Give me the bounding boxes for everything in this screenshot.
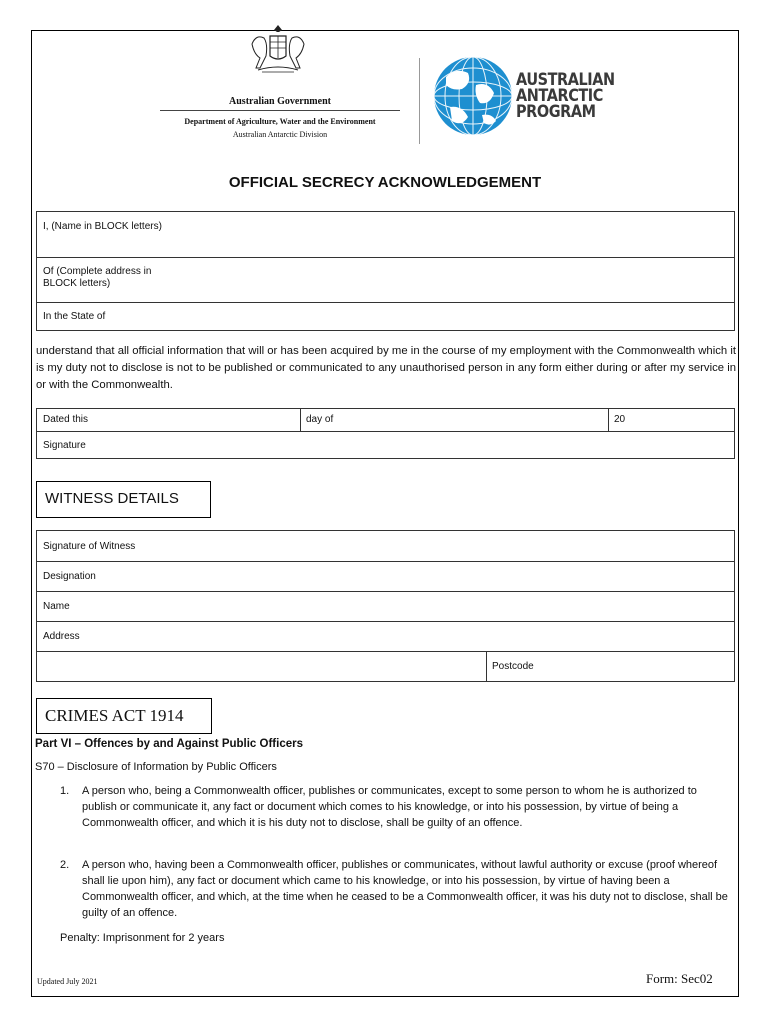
form-number: Form: Sec02 bbox=[646, 971, 713, 986]
address-field-label: Of (Complete address in BLOCK letters) bbox=[43, 266, 152, 289]
dated-this-label: Dated this bbox=[43, 414, 89, 425]
witness-details-heading: WITNESS DETAILS bbox=[45, 490, 179, 507]
logo-divider bbox=[419, 58, 420, 144]
updated-date: Updated July 2021 bbox=[37, 977, 98, 986]
form-title: OFFICIAL SECRECY ACKNOWLEDGEMENT bbox=[228, 174, 542, 191]
header-divider bbox=[160, 110, 400, 111]
penalty-text: Penalty: Imprisonment for 2 years bbox=[60, 932, 225, 944]
witness-name-label: Name bbox=[43, 601, 70, 612]
witness-address-field[interactable] bbox=[37, 621, 734, 652]
signature-label: Signature bbox=[43, 440, 86, 451]
dated-this-field[interactable] bbox=[37, 409, 301, 432]
state-field[interactable] bbox=[37, 302, 734, 330]
program-line-1: AUSTRALIAN bbox=[516, 70, 615, 90]
witness-address-label: Address bbox=[43, 631, 80, 642]
list-item-text: A person who, being a Commonwealth officer, publishes or communicates, except to some person to whom he is authorized to publish or communicate it, any fact or document which comes to his knowledge, or into his possession, by virtue of being a Commonwealth officer, and which it is his duty not to disclose, shall be guilty of an offence. bbox=[82, 785, 697, 829]
s70-heading: S70 – Disclosure of Information by Public Officers bbox=[35, 761, 277, 773]
day-of-label: day of bbox=[306, 414, 334, 425]
witness-details-heading-box bbox=[36, 481, 211, 518]
name-field[interactable] bbox=[37, 212, 734, 258]
witness-postcode-label: Postcode bbox=[492, 661, 534, 672]
witness-designation-field[interactable] bbox=[37, 561, 734, 592]
address-field[interactable] bbox=[37, 257, 734, 303]
year-field[interactable] bbox=[608, 409, 734, 432]
part-vi-heading: Part VI – Offences by and Against Public Officers bbox=[35, 738, 303, 750]
crimes-act-heading-box bbox=[36, 698, 212, 734]
witness-table bbox=[36, 530, 735, 682]
name-field-label: I, (Name in BLOCK letters) bbox=[43, 221, 162, 232]
signature-field[interactable] bbox=[37, 431, 734, 458]
acknowledgement-statement: understand that all official information that will or has been acquired by me in the course of my employment with the Commonwealth which it is my duty not to disclose is not to be published or communicated to any unauthorised person in any form either during or after my service in or with the Commonwealth. bbox=[36, 345, 736, 391]
program-logo-text bbox=[516, 72, 615, 120]
witness-signature-field[interactable] bbox=[37, 531, 734, 562]
year-label: 20 bbox=[614, 414, 626, 425]
list-item-text: A person who, having been a Commonwealth officer, publishes or communicates, without lawful authority or excuse (proof whereof shall lie upon him), any fact or document which came to his knowledge, or into his possession, by virtue of having been a Commonwealth officer, and which, at the time when he ceased to be a Commonwealth officer, it was his duty not to disclose, shall be guilty of an offence. bbox=[82, 859, 728, 919]
program-line-2: ANTARCTIC bbox=[516, 86, 603, 106]
division-name: Australian Antarctic Division bbox=[232, 130, 328, 139]
date-signature-table bbox=[36, 408, 735, 459]
witness-address-line-2[interactable] bbox=[37, 651, 487, 681]
list-item-number: 2. bbox=[60, 859, 70, 871]
witness-signature-label: Signature of Witness bbox=[43, 541, 136, 552]
witness-designation-label: Designation bbox=[43, 571, 96, 582]
program-line-3: PROGRAM bbox=[516, 102, 596, 122]
department-name: Department of Agriculture, Water and the Environment bbox=[184, 117, 376, 126]
government-name: Australian Government bbox=[229, 96, 331, 107]
declarant-table bbox=[36, 211, 735, 331]
day-of-field[interactable] bbox=[300, 409, 609, 432]
globe-logo-icon bbox=[432, 55, 514, 137]
state-field-label: In the State of bbox=[43, 311, 106, 322]
witness-postcode-field[interactable] bbox=[486, 651, 734, 681]
witness-name-field[interactable] bbox=[37, 591, 734, 622]
coat-of-arms-icon bbox=[248, 22, 308, 76]
list-item-number: 1. bbox=[60, 785, 70, 797]
crimes-act-heading: CRIMES ACT 1914 bbox=[45, 706, 184, 725]
